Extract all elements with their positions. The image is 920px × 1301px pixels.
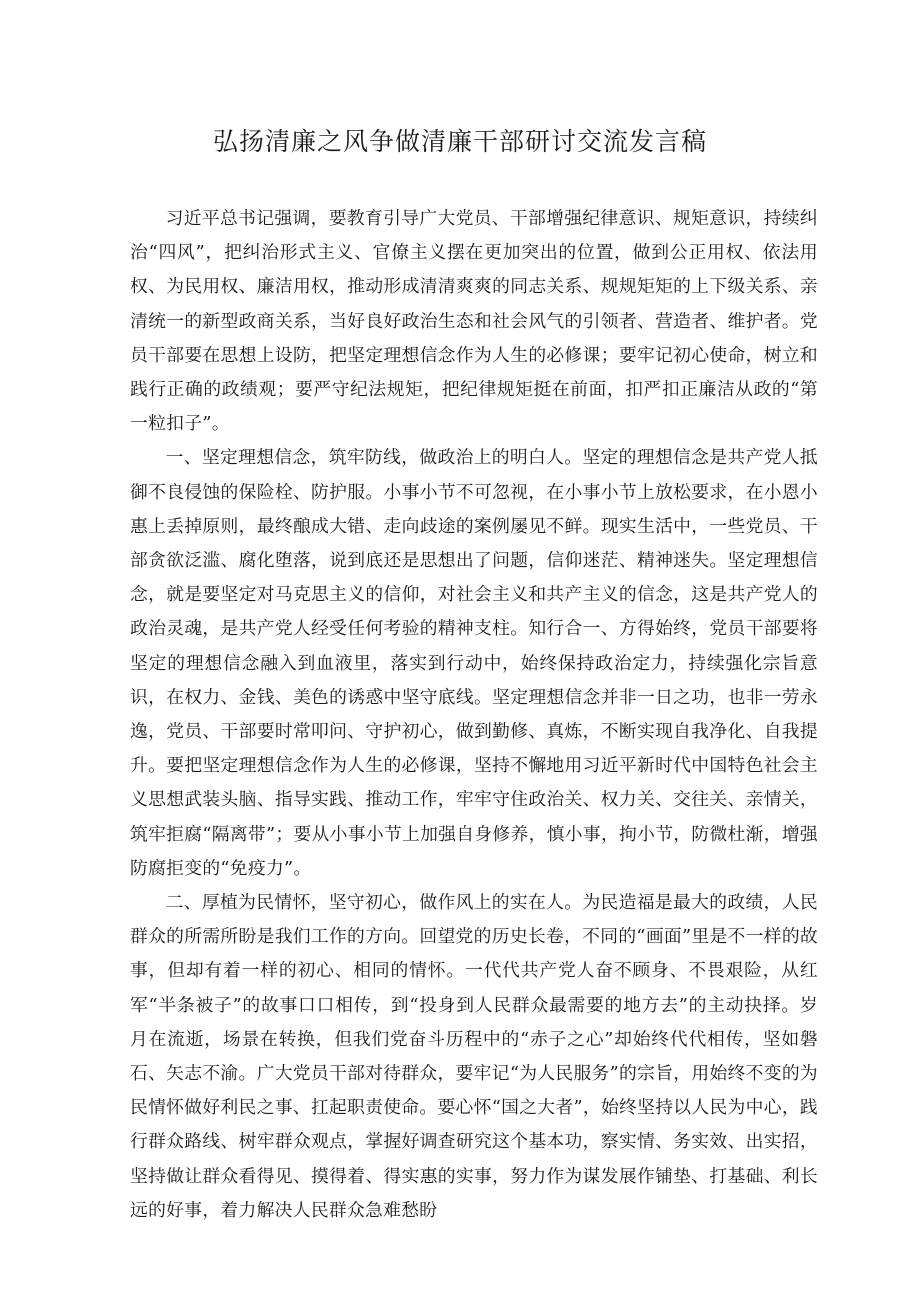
document-body xyxy=(130,202,818,1228)
intro-paragraph: 习近平总书记强调，要教育引导广大党员、干部增强纪律意识、规矩意识，持续纠治“四风”，把纠治形式主义、官僚主义摆在更加突出的位置，做到公正用权、依法用权、为民用权、廉洁用权，推动形成清清爽爽的同志关系、规规矩矩的上下级关系、亲清统一的新型政商关系，当好良好政治生态和社会风气的引领者、营造者、维护者。党员干部要在思想上设防，把坚定理想信念作为人生的必修课；要牢记初心使命，树立和践行正确的政绩观；要严守纪法规矩，把纪律规矩挺在前面，扣严扣正廉洁从政的“第一粒扣子”。 xyxy=(130,208,818,435)
section-one-paragraph: 一、坚定理想信念，筑牢防线，做政治上的明白人。坚定的理想信念是共产党人抵御不良侵蚀的保险栓、防护服。小事小节不可忽视，在小事小节上放松要求，在小恩小惠上丢掉原则，最终酿成大错、走向歧途的案例屡见不鲜。现实生活中，一些党员、干部贪欲泛滥、腐化堕落，说到底还是思想出了问题，信仰迷茫、精神迷失。坚定理想信念，就是要坚定对马克思主义的信仰，对社会主义和共产主义的信念，这是共产党人的政治灵魂，是共产党人经受任何考验的精神支柱。知行合一、方得始终，党员干部要将坚定的理想信念融入到血液里，落实到行动中，始终保持政治定力，持续强化宗旨意识，在权力、金钱、美色的诱惑中坚守底线。坚定理想信念并非一日之功，也非一劳永逸，党员、干部要时常叩问、守护初心，做到勤修、真炼，不断实现自我净化、自我提升。要把坚定理想信念作为人生的必修课，坚持不懈地用习近平新时代中国特色社会主义思想武装头脑、指导实践、推动工作，牢牢守住政治关、权力关、交往关、亲情关，筑牢拒腐“隔离带”；要从小事小节上加强自身修养，慎小事，拘小节，防微杜渐，增强防腐拒变的“免疫力”。 xyxy=(130,447,818,879)
document-title: 弘扬清廉之风争做清廉干部研讨交流发言稿 xyxy=(212,127,707,156)
section-two-paragraph: 二、厚植为民情怀，坚守初心，做作风上的实在人。为民造福是最大的政绩，人民群众的所需所盼是我们工作的方向。回望党的历史长卷，不同的“画面”里是不一样的故事，但却有着一样的初心、相同的情怀。一代代共产党人奋不顾身、不畏艰险，从红军“半条被子”的故事口口相传，到“投身到人民群众最需要的地方去”的主动抉择。岁月在流逝，场景在转换，但我们党奋斗历程中的“赤子之心”却始终代代相传，坚如磐石、矢志不渝。广大党员干部对待群众，要牢记“为人民服务”的宗旨，用始终不变的为民情怀做好利民之事、扛起职责使命。要心怀“国之大者”，始终坚持以人民为中心，践行群众路线、树牢群众观点，掌握好调查研究这个基本功，察实情、务实效、出实招，坚持做让群众看得见、摸得着、得实惠的实事，努力作为谋发展作铺垫、打基础、利长远的好事，着力解决人民群众急难愁盼 xyxy=(130,892,818,1221)
